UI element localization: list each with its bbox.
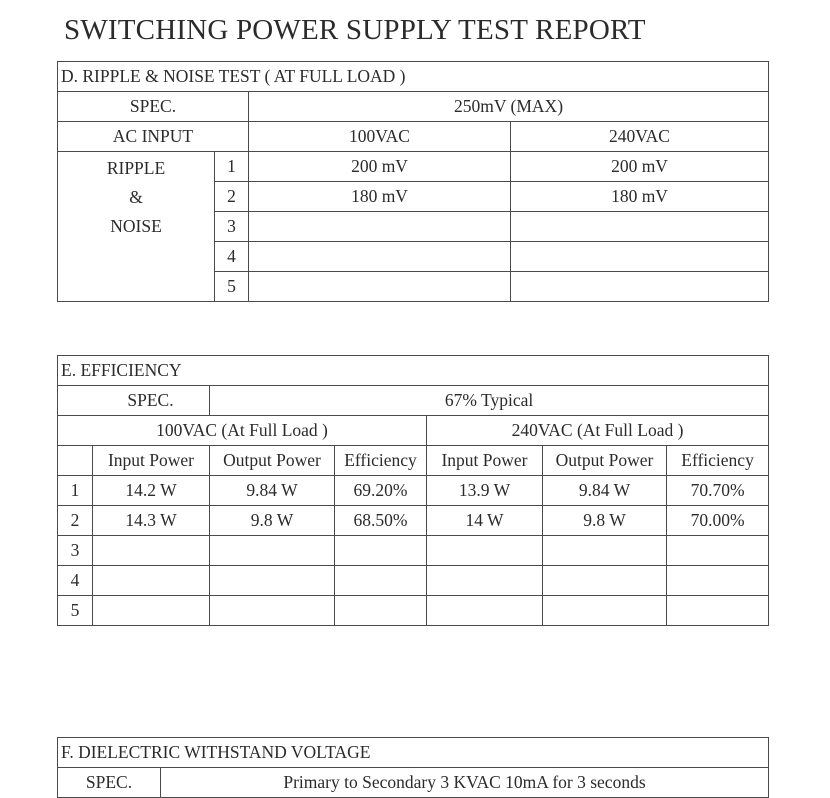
input-power-240 <box>427 536 543 566</box>
group-240vac-header: 240VAC (At Full Load ) <box>427 416 769 446</box>
efficiency-240 <box>667 596 769 626</box>
input-power-240 <box>427 566 543 596</box>
row-number: 1 <box>215 152 249 182</box>
input-power-240: 14 W <box>427 506 543 536</box>
table-row <box>58 566 769 596</box>
ripple-value-100vac <box>249 242 511 272</box>
ripple-spec-value: 250mV (MAX) <box>249 92 769 122</box>
output-power-100 <box>210 596 335 626</box>
table-row <box>58 596 769 626</box>
row-number: 1 <box>58 476 93 506</box>
ripple-value-100vac <box>249 212 511 242</box>
ripple-value-100vac <box>249 272 511 302</box>
efficiency-spec-value: 67% Typical <box>210 386 769 416</box>
dielectric-table <box>57 737 769 798</box>
ripple-section-heading: D. RIPPLE & NOISE TEST ( AT FULL LOAD ) <box>58 62 769 92</box>
output-power-240 <box>543 536 667 566</box>
ac-input-label: AC INPUT <box>58 122 249 152</box>
row-number-header <box>58 446 93 476</box>
table-row <box>58 536 769 566</box>
col-efficiency-100: Efficiency <box>335 446 427 476</box>
efficiency-100: 69.20% <box>335 476 427 506</box>
efficiency-240 <box>667 566 769 596</box>
input-power-100 <box>93 566 210 596</box>
ripple-noise-table <box>57 61 769 302</box>
input-power-100: 14.3 W <box>93 506 210 536</box>
dielectric-spec-label: SPEC. <box>58 768 161 798</box>
ripple-value-100vac: 200 mV <box>249 152 511 182</box>
group-100vac-header: 100VAC (At Full Load ) <box>58 416 427 446</box>
ripple-label-line: & <box>129 187 143 207</box>
output-power-100: 9.8 W <box>210 506 335 536</box>
col-output-power-240: Output Power <box>543 446 667 476</box>
row-number: 2 <box>215 182 249 212</box>
input-power-100: 14.2 W <box>93 476 210 506</box>
table-row <box>58 476 769 506</box>
ripple-value-240vac: 200 mV <box>511 152 769 182</box>
col-efficiency-240: Efficiency <box>667 446 769 476</box>
ripple-col-240vac: 240VAC <box>511 122 769 152</box>
col-input-power-100: Input Power <box>93 446 210 476</box>
ripple-value-240vac <box>511 272 769 302</box>
report-title: SWITCHING POWER SUPPLY TEST REPORT <box>64 14 646 46</box>
efficiency-section-heading: E. EFFICIENCY <box>58 356 769 386</box>
row-number: 4 <box>58 566 93 596</box>
ripple-value-240vac: 180 mV <box>511 182 769 212</box>
input-power-240: 13.9 W <box>427 476 543 506</box>
ripple-label-line: RIPPLE <box>106 158 166 178</box>
input-power-100 <box>93 536 210 566</box>
efficiency-240: 70.70% <box>667 476 769 506</box>
output-power-100 <box>210 536 335 566</box>
row-number: 5 <box>215 272 249 302</box>
row-number: 5 <box>58 596 93 626</box>
output-power-240 <box>543 596 667 626</box>
output-power-240: 9.84 W <box>543 476 667 506</box>
output-power-240 <box>543 566 667 596</box>
table-row <box>58 506 769 536</box>
efficiency-240 <box>667 536 769 566</box>
dielectric-section-heading: F. DIELECTRIC WITHSTAND VOLTAGE <box>58 738 769 768</box>
row-number: 2 <box>58 506 93 536</box>
efficiency-100: 68.50% <box>335 506 427 536</box>
ripple-col-100vac: 100VAC <box>249 122 511 152</box>
output-power-100 <box>210 566 335 596</box>
dielectric-spec-value: Primary to Secondary 3 KVAC 10mA for 3 seconds <box>161 768 769 798</box>
ripple-value-100vac: 180 mV <box>249 182 511 212</box>
efficiency-240: 70.00% <box>667 506 769 536</box>
efficiency-spec-label: SPEC. <box>58 386 210 416</box>
row-number: 3 <box>58 536 93 566</box>
input-power-240 <box>427 596 543 626</box>
output-power-240: 9.8 W <box>543 506 667 536</box>
ripple-noise-label <box>58 152 215 302</box>
row-number: 3 <box>215 212 249 242</box>
input-power-100 <box>93 596 210 626</box>
ripple-value-240vac <box>511 242 769 272</box>
col-output-power-100: Output Power <box>210 446 335 476</box>
efficiency-100 <box>335 566 427 596</box>
ripple-spec-label: SPEC. <box>58 92 249 122</box>
ripple-value-240vac <box>511 212 769 242</box>
row-number: 4 <box>215 242 249 272</box>
col-input-power-240: Input Power <box>427 446 543 476</box>
ripple-label-line: NOISE <box>110 216 162 236</box>
efficiency-100 <box>335 596 427 626</box>
output-power-100: 9.84 W <box>210 476 335 506</box>
efficiency-100 <box>335 536 427 566</box>
efficiency-table <box>57 355 769 626</box>
